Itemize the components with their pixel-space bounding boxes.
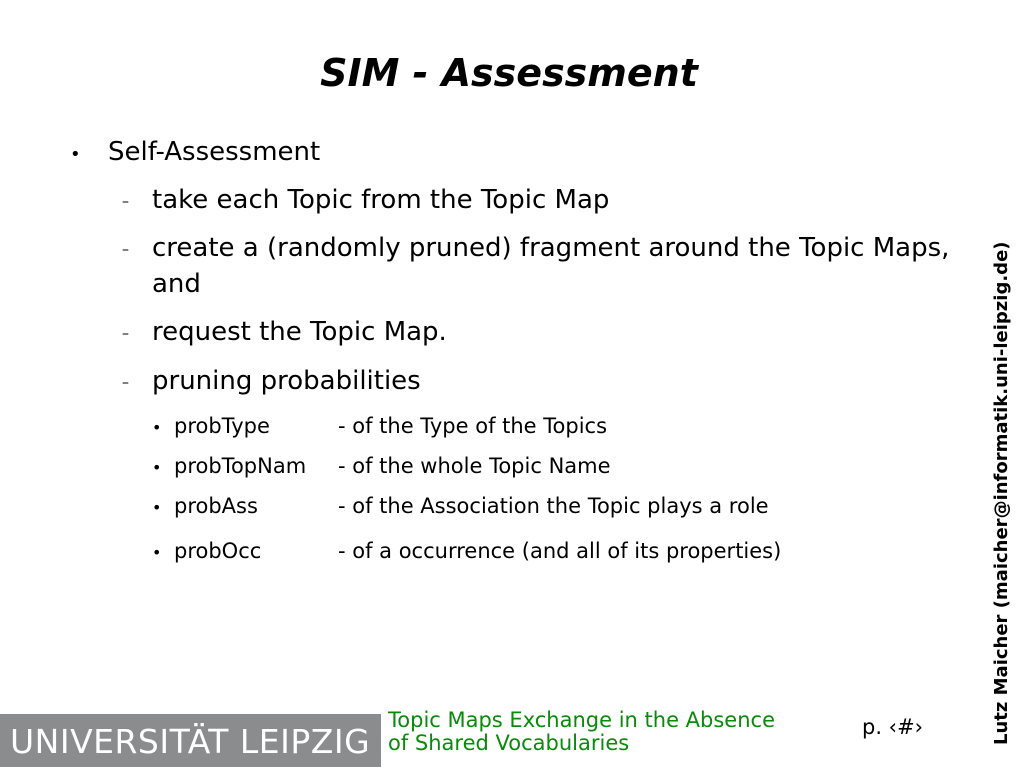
dash-icon: –	[122, 375, 129, 391]
bullet-icon: •	[152, 498, 162, 517]
subitem-text: create a (randomly pruned) fragment around the Topic Maps, and	[152, 233, 950, 299]
bullet-icon: •	[70, 144, 81, 165]
author-credit: Lutz Maicher (maicher@informatik.uni-leipzig.de)	[991, 241, 1012, 745]
dash-icon: –	[122, 242, 129, 258]
probability-name: probType	[174, 414, 270, 438]
bullet-icon: •	[152, 458, 162, 477]
university-logo-text: UNIVERSITÄT LEIPZIG	[10, 722, 371, 761]
subitem-text: request the Topic Map.	[152, 317, 447, 347]
dash-icon: –	[122, 194, 129, 210]
footer-title-line-1: Topic Maps Exchange in the Absence	[388, 708, 776, 732]
probability-description: - of the whole Topic Name	[338, 454, 611, 478]
probability-description: - of the Association the Topic plays a role	[338, 494, 769, 518]
page-number: p. ‹#›	[862, 715, 924, 739]
subitem-text: take each Topic from the Topic Map	[152, 185, 610, 215]
probability-description: - of a occurrence (and all of its properties)	[338, 539, 782, 563]
dash-icon: –	[122, 326, 129, 342]
probability-description: - of the Type of the Topics	[338, 414, 608, 438]
probability-name: probAss	[174, 494, 258, 518]
bullet-icon: •	[152, 418, 162, 437]
probability-name: probTopNam	[174, 454, 307, 478]
subitem-text: pruning probabilities	[152, 366, 421, 396]
slide-title: SIM - Assessment	[320, 51, 698, 95]
bullet-text: Self-Assessment	[108, 137, 321, 167]
footer-title-line-2: of Shared Vocabularies	[388, 731, 630, 755]
probability-name: probOcc	[174, 539, 262, 563]
footer-presentation-title	[388, 709, 828, 755]
bullet-icon: •	[152, 543, 162, 562]
university-logo	[0, 714, 381, 767]
